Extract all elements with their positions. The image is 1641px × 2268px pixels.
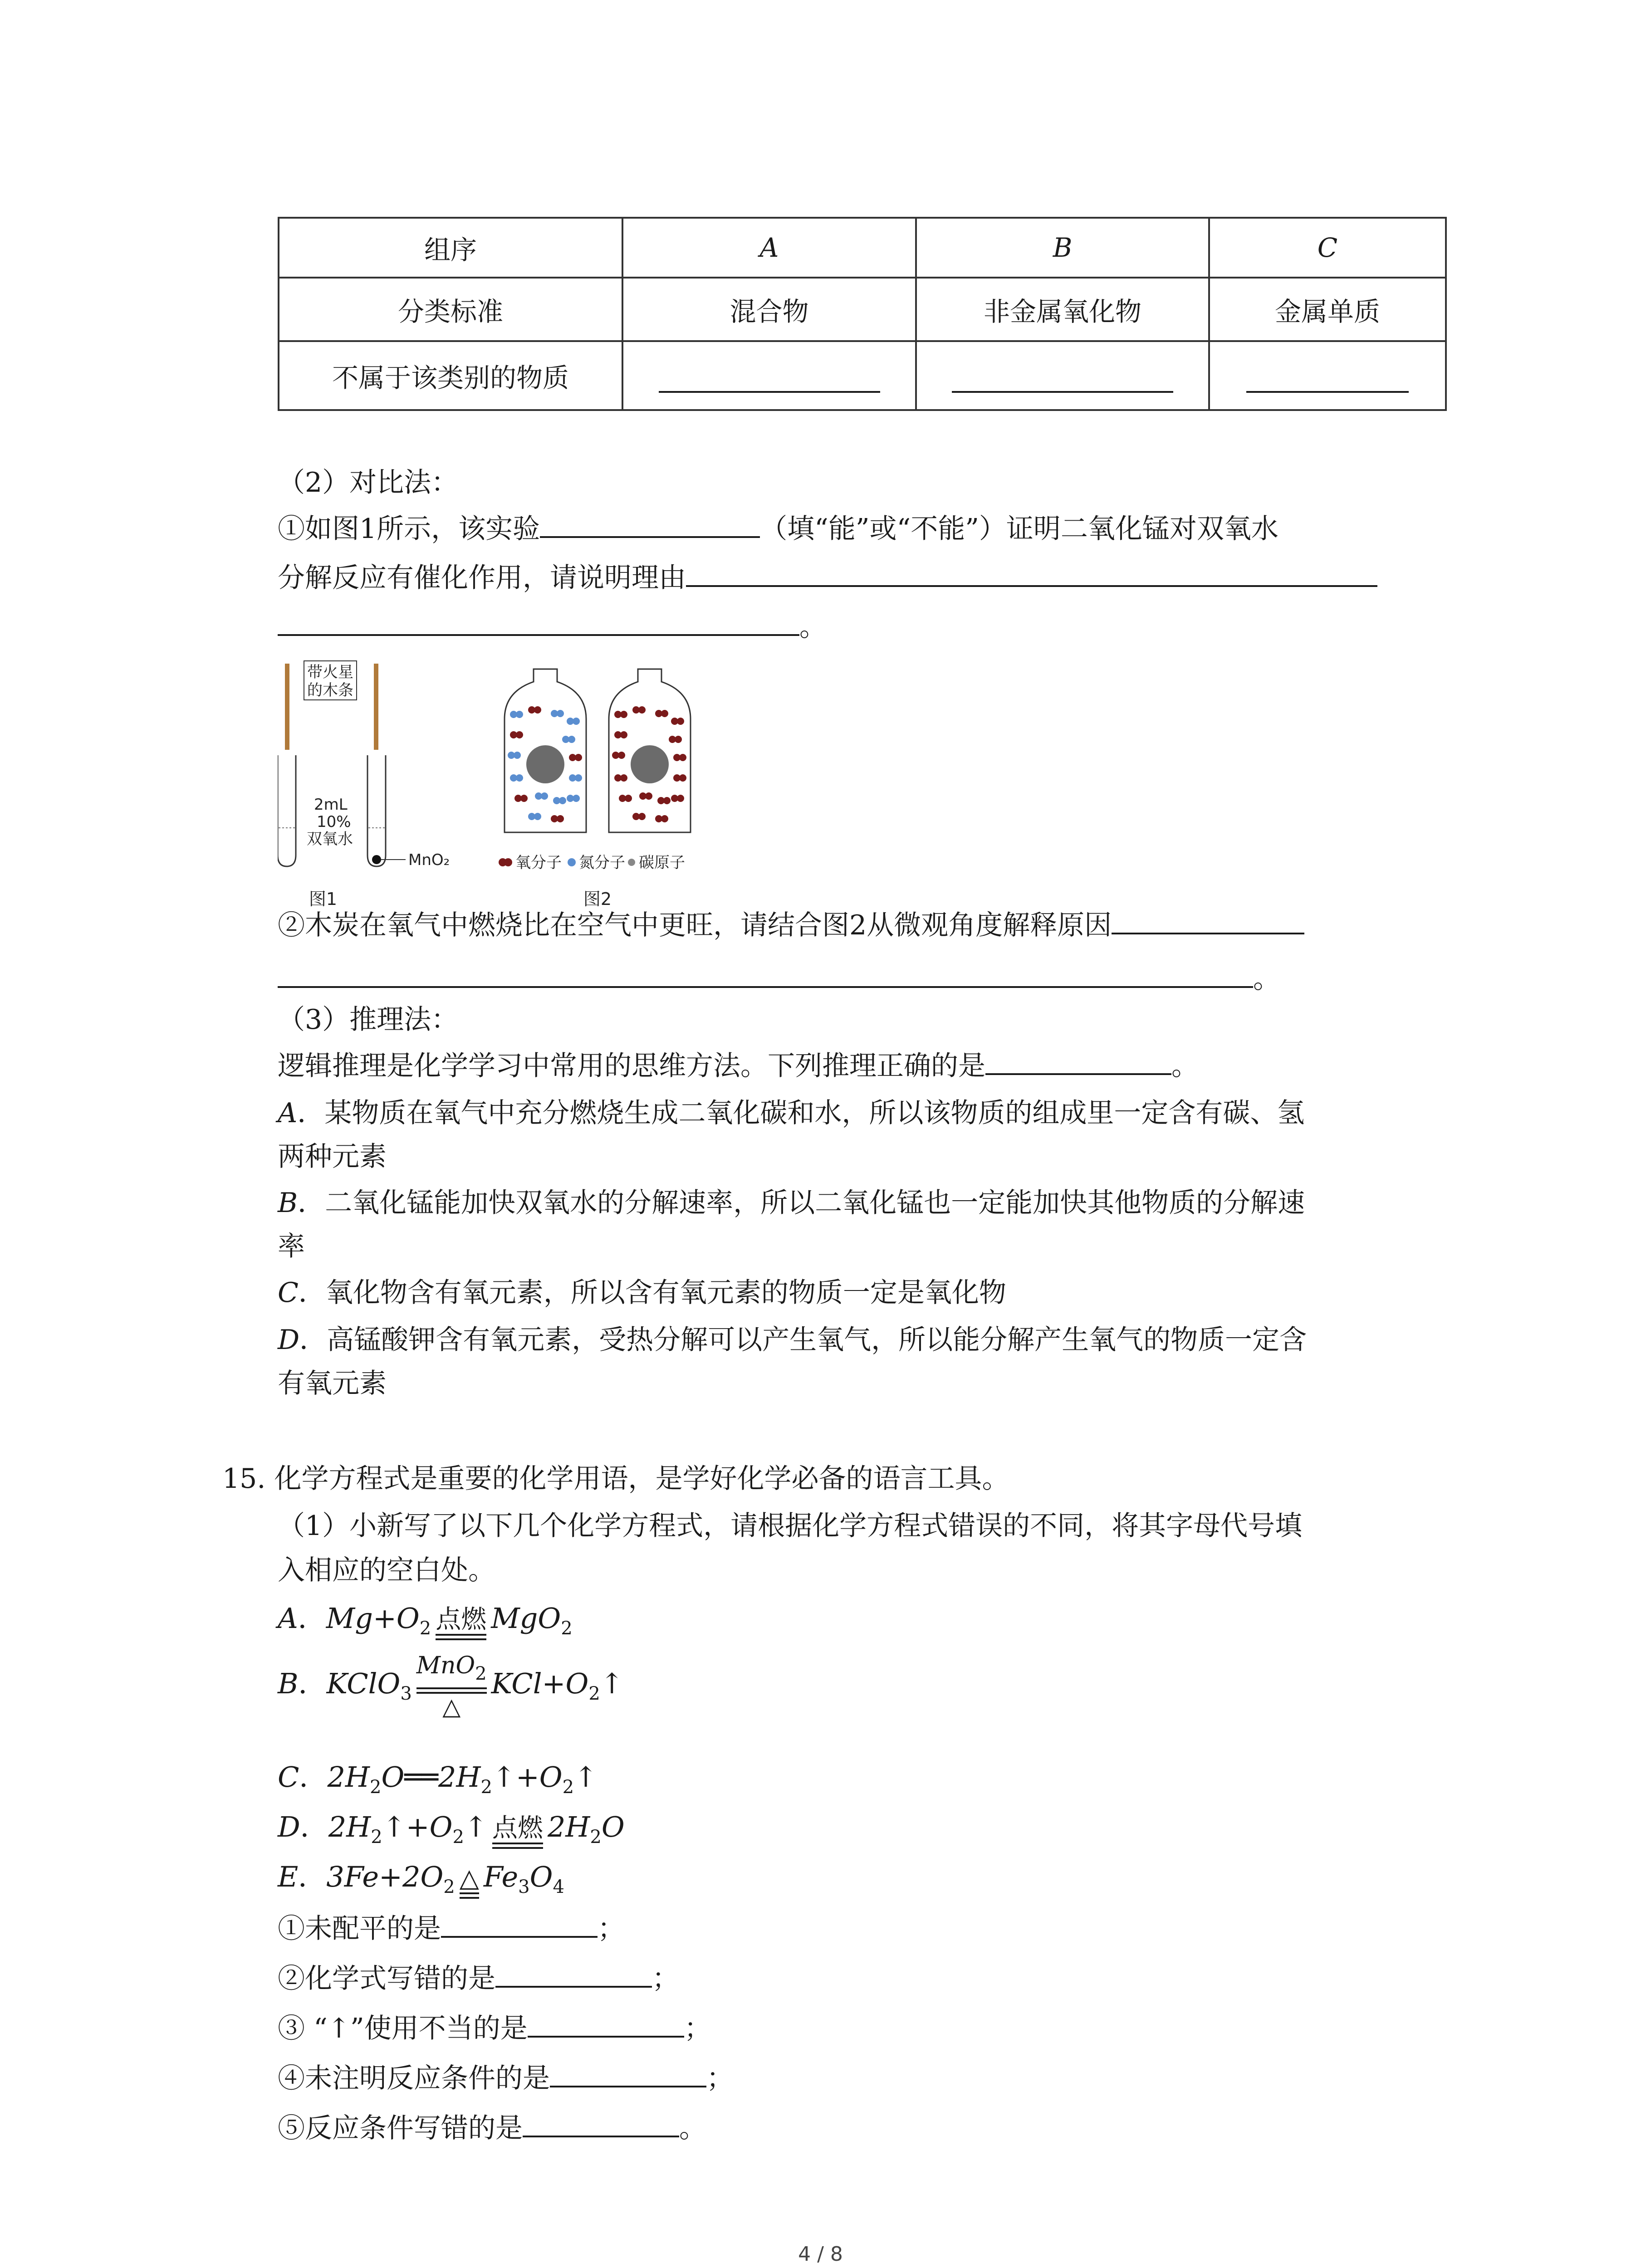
answer-blank[interactable] <box>1112 902 1304 934</box>
formula: KCl+O <box>491 1667 589 1701</box>
text: 逻辑推理是化学学习中常用的思维方法。下列推理正确的是 <box>278 1050 985 1082</box>
table-cell: 非金属氧化物 <box>916 278 1209 341</box>
q14-p2-line1 <box>278 902 1304 947</box>
option-label: D <box>278 1324 300 1356</box>
punct: ； <box>598 1913 625 1945</box>
answer-blank[interactable] <box>278 955 1253 988</box>
subscript: 2 <box>480 1777 492 1798</box>
legend-oxygen: 氧分子 <box>515 854 562 872</box>
subscript: 2 <box>562 1777 574 1798</box>
blank-label: ①未配平的是 <box>278 1913 441 1945</box>
equation-a: A．$Mg+O_2$ 点燃 MgO$_2$ <box>278 1596 573 1651</box>
option-a-line2: 两种元素 <box>278 1141 387 1173</box>
text: （填“能”或“不能”）证明二氧化锰对双氧水 <box>760 513 1279 545</box>
reaction-condition <box>436 1606 486 1640</box>
formula: 2H <box>547 1810 590 1843</box>
test-tube-icon <box>278 755 296 866</box>
table-row <box>279 341 1446 410</box>
subscript: 2 <box>590 1827 602 1848</box>
subscript: 2 <box>452 1827 464 1848</box>
option-c-line1 <box>278 1270 1006 1315</box>
fig1-label-top: 带火星 <box>307 663 353 681</box>
text: ．二氧化锰能加快双氧水的分解速率，所以二氧化锰也一定能加快其他物质的分解速 <box>298 1187 1305 1219</box>
page-number: 4 / 8 <box>798 2243 843 2266</box>
q15-stem <box>222 1456 1009 1501</box>
option-d-line2: 有氧元素 <box>278 1368 387 1399</box>
q14-p1-line1 <box>278 505 1279 551</box>
subscript: 2 <box>588 1683 600 1705</box>
formula: Mg+O <box>326 1602 420 1635</box>
equation-d: D．$2H_2↑+O_2↑$ 点燃 $2H_2O$ <box>278 1804 625 1860</box>
formula: 3Fe+2O <box>326 1860 444 1893</box>
blank-label: ⑤反应条件写错的是 <box>278 2112 523 2144</box>
charcoal-icon <box>526 745 564 783</box>
option-label: D <box>278 1810 300 1843</box>
table-cell: 混合物 <box>622 278 916 341</box>
subscript: 3 <box>518 1877 530 1897</box>
reaction-condition <box>460 1864 479 1899</box>
subscript: 4 <box>553 1877 564 1897</box>
figure-2 <box>499 669 691 909</box>
text: 分解反应有催化作用，请说明理由 <box>278 562 686 594</box>
subscript: 2 <box>369 1777 382 1798</box>
part2-title: （2）对比法： <box>278 467 459 499</box>
option-b-line1 <box>278 1180 1305 1226</box>
text: ②木炭在氧气中燃烧比在空气中更旺，请结合图2从微观角度解释原因 <box>278 909 1112 941</box>
formula: ↑+O <box>492 1760 563 1794</box>
blank-label: ③ “↑”使用不当的是 <box>278 2013 528 2044</box>
heat-symbol: △ <box>442 1693 461 1721</box>
equation-b: B．KClO$_3$ MnO$_2$ △ $KCl+O_2↑$ <box>278 1652 624 1721</box>
reaction-condition <box>416 1652 487 1720</box>
subscript: 2 <box>561 1618 573 1639</box>
punct: ； <box>684 2013 711 2044</box>
answer-blank[interactable] <box>550 2055 706 2087</box>
table-row <box>279 278 1446 341</box>
option-label: C <box>278 1277 299 1309</box>
option-label: A <box>278 1602 298 1635</box>
classification-table <box>278 217 1447 411</box>
punct: 。 <box>679 2112 706 2144</box>
option-label: A <box>278 1097 298 1129</box>
charcoal-icon <box>631 745 669 783</box>
text: 。 <box>799 611 827 643</box>
answer-blank[interactable] <box>523 2105 679 2137</box>
formula: O <box>601 1810 625 1843</box>
blank-label: ②化学式写错的是 <box>278 1963 495 1994</box>
option-label: B <box>278 1667 299 1701</box>
answer-blank[interactable] <box>495 1955 652 1988</box>
answer-blank-cell[interactable] <box>916 341 1209 410</box>
text: 。 <box>1171 1050 1199 1082</box>
option-b-line2: 率 <box>278 1231 305 1262</box>
text: ．某物质在氧气中充分燃烧生成二氧化碳和水，所以该物质的组成里一定含有碳、氢 <box>297 1097 1305 1129</box>
fig1-volume: 2mL <box>314 796 348 814</box>
answer-blank-cell[interactable] <box>622 341 916 410</box>
blank-item-2 <box>278 1955 679 2000</box>
option-a-line1 <box>278 1090 1304 1136</box>
formula: MgO <box>491 1602 561 1635</box>
fig1-catalyst-label: MnO₂ <box>408 851 450 869</box>
q14-p1-line2 <box>278 554 1377 600</box>
blank-item-5 <box>278 2105 706 2150</box>
option-label: E <box>278 1860 299 1893</box>
table-cell: B <box>916 218 1209 278</box>
answer-blank[interactable] <box>985 1042 1171 1075</box>
q15-sub1-line2: 入相应的空白处。 <box>278 1554 495 1586</box>
fig2-caption: 图2 <box>583 889 612 909</box>
gas-arrow: ↑ <box>574 1760 598 1794</box>
table-cell: C <box>1209 218 1446 278</box>
figure-1 <box>278 661 450 909</box>
answer-blank[interactable] <box>686 554 1377 587</box>
formula: 2H <box>328 1810 371 1843</box>
option-label: B <box>278 1187 298 1219</box>
answer-blank[interactable] <box>278 603 799 636</box>
equation-e: E．$3Fe+2O_2$ △ $Fe_3O_4$ <box>278 1854 564 1910</box>
subscript: 2 <box>443 1877 455 1897</box>
condition-text: △ <box>459 1863 479 1893</box>
blank-item-3 <box>278 2005 711 2050</box>
wood-splint-icon <box>285 664 289 750</box>
wood-splint-icon <box>374 664 378 750</box>
catalyst: MnO <box>416 1652 475 1679</box>
answer-blank[interactable] <box>540 505 760 538</box>
formula: Fe <box>483 1860 519 1893</box>
part3-title: （3）推理法： <box>278 1004 459 1036</box>
formula: 2H <box>327 1760 370 1794</box>
blank-label: ④未注明反应条件的是 <box>278 2063 550 2094</box>
formula: O <box>529 1860 553 1893</box>
text: ．氧化物含有氧元素，所以含有氧元素的物质一定是氧化物 <box>298 1277 1006 1309</box>
fig1-concentration: 10% <box>317 813 351 831</box>
punct: ； <box>706 2063 734 2094</box>
test-tube-icon <box>367 755 386 866</box>
answer-blank[interactable] <box>528 2005 684 2038</box>
option-label: C <box>278 1760 299 1794</box>
carbon-atom-icon <box>628 859 635 866</box>
figures-svg <box>278 660 799 914</box>
answer-blank[interactable] <box>441 1905 598 1938</box>
experiment-figures <box>278 660 799 914</box>
formula: O══2H <box>381 1760 481 1794</box>
condition-text: 点燃 <box>492 1813 543 1843</box>
table-cell: 组序 <box>279 218 622 278</box>
formula: ↑+O <box>382 1810 453 1843</box>
blank-item-4 <box>278 2055 734 2100</box>
nitrogen-molecule-icon <box>568 858 576 866</box>
gas-arrow: ↑ <box>600 1667 624 1701</box>
question-number: 15. <box>222 1463 266 1495</box>
q14-p2-line2 <box>278 955 1280 1001</box>
text: ．高锰酸钾含有氧元素，受热分解可以产生氧气，所以能分解产生氧气的物质一定含 <box>299 1324 1307 1356</box>
reaction-condition <box>492 1814 543 1849</box>
subscript: 2 <box>371 1827 382 1848</box>
text: 化学方程式是重要的化学用语，是学好化学必备的语言工具。 <box>274 1463 1009 1495</box>
table-header-row <box>279 218 1446 278</box>
legend-nitrogen: 氮分子 <box>579 854 625 872</box>
fig1-label-top2: 的木条 <box>307 681 353 699</box>
gas-arrow: ↑ <box>464 1810 488 1843</box>
subscript: 2 <box>419 1618 431 1639</box>
legend-carbon: 碳原子 <box>639 854 685 872</box>
q14-p1-line3 <box>278 603 827 649</box>
fig1-caption: 图1 <box>309 889 338 909</box>
mno2-particle-icon <box>372 855 381 864</box>
subscript: 3 <box>400 1683 412 1705</box>
text: ①如图1所示，该实验 <box>278 513 540 545</box>
text: 。 <box>1253 963 1280 995</box>
fig1-liquid: 双氧水 <box>307 830 353 848</box>
table-cell: 不属于该类别的物质 <box>279 341 622 410</box>
answer-blank-cell[interactable] <box>1209 341 1446 410</box>
option-d-line1 <box>278 1317 1307 1363</box>
table-cell: 金属单质 <box>1209 278 1446 341</box>
part3-intro <box>278 1042 1199 1088</box>
table-cell: 分类标准 <box>279 278 622 341</box>
subscript: 2 <box>475 1663 487 1684</box>
punct: ； <box>652 1963 679 1994</box>
equation-c: C．$2H_2O══2H_2↑+O_2↑$ <box>278 1760 598 1798</box>
blank-item-1 <box>278 1905 625 1950</box>
q15-sub1-line1: （1）小新写了以下几个化学方程式，请根据化学方程式错误的不同，将其字母代号填 <box>278 1510 1303 1542</box>
table-cell: A <box>622 218 916 278</box>
condition-text: 点燃 <box>436 1605 487 1634</box>
formula: KClO <box>326 1667 401 1701</box>
